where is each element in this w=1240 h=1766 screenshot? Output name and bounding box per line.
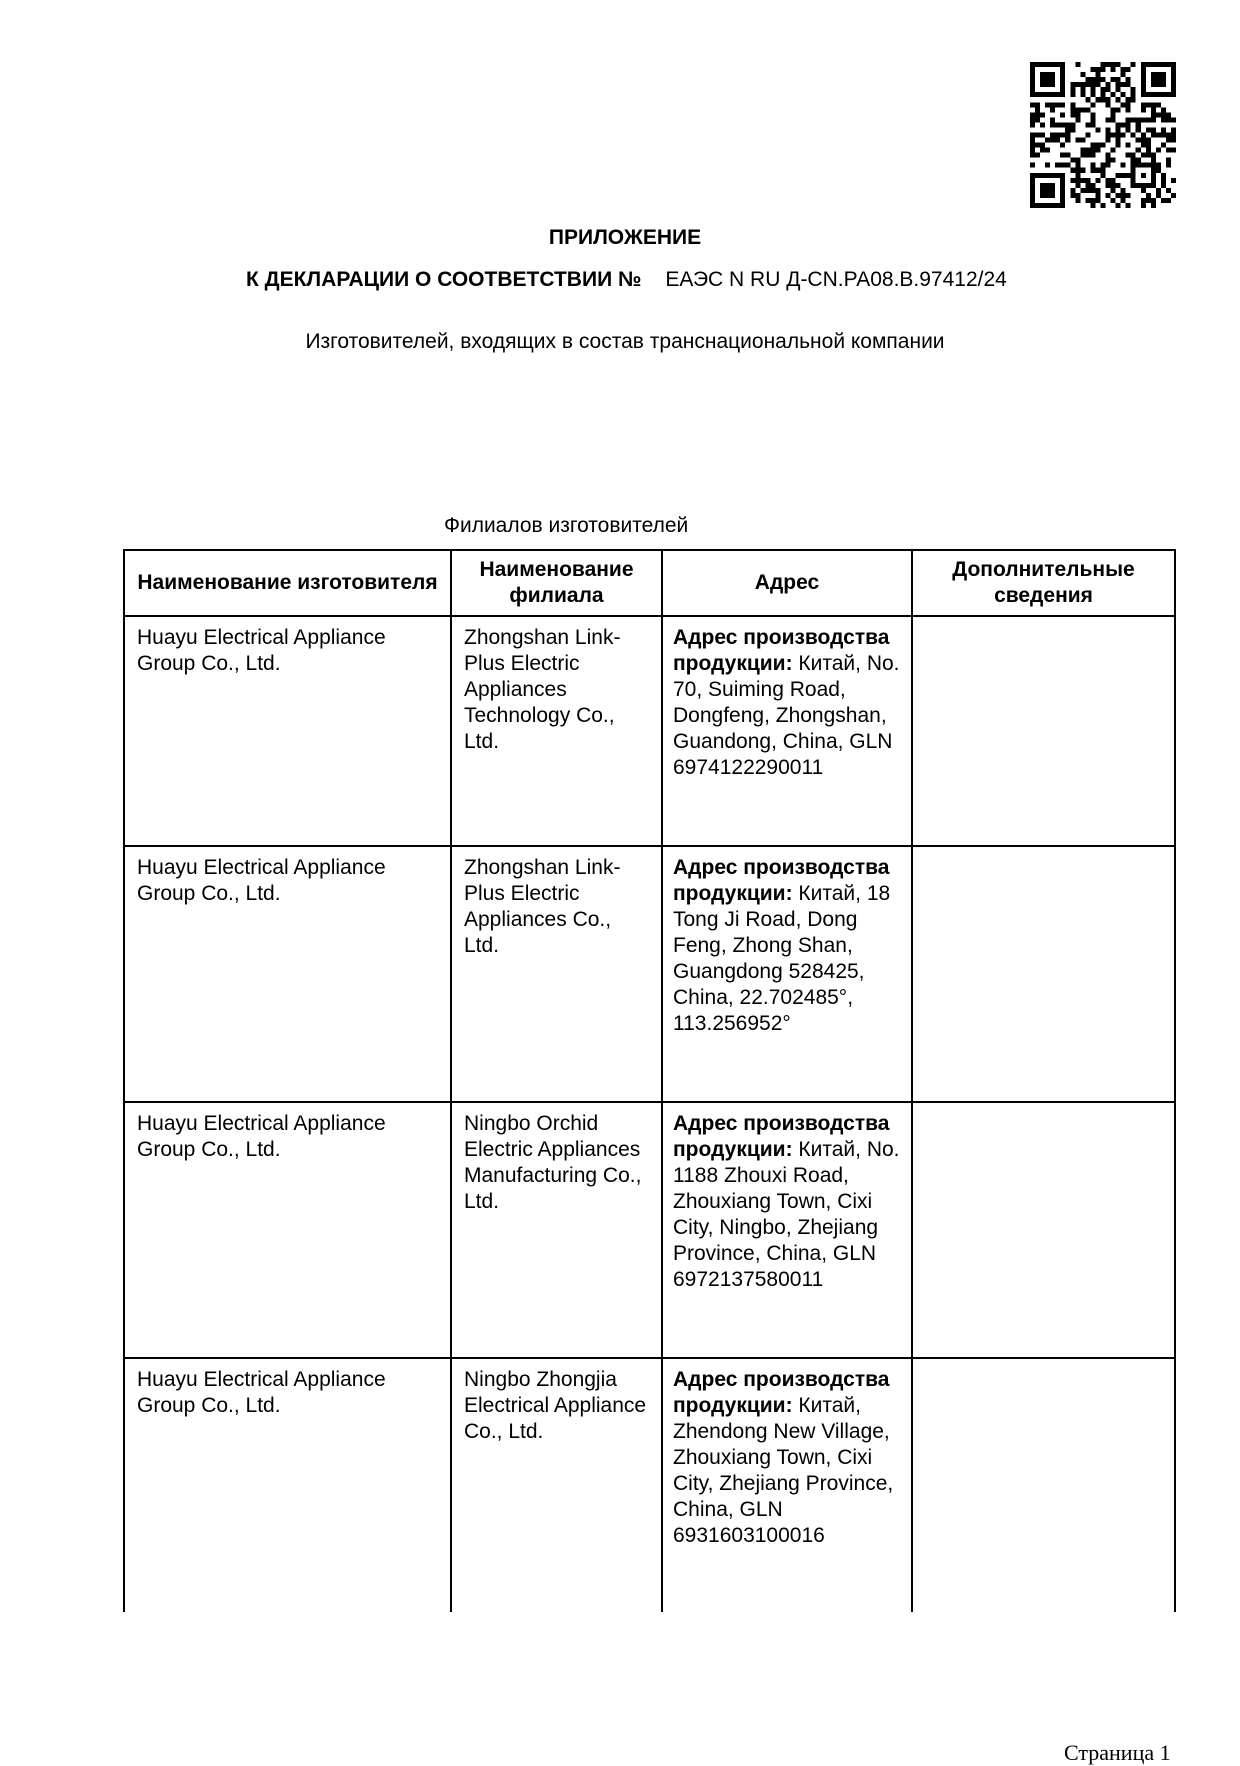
address-cell <box>662 846 912 1102</box>
column-header-address: Адрес <box>662 550 912 616</box>
address-label: Адрес производства продукции: <box>673 1368 890 1417</box>
declaration-number: ЕАЭС N RU Д-CN.РА08.В.97412/24 <box>665 268 1007 291</box>
table-header-row <box>124 550 1175 616</box>
branches-table <box>123 549 1176 1612</box>
address-text: Китай, No. 1188 Zhouxi Road, Zhouxiang Town, Cixi City, Ningbo, Zhejiang Province, China, GLN 6972137580011 <box>673 1138 900 1291</box>
table-row <box>124 1358 1175 1612</box>
extra-cell <box>912 1102 1175 1358</box>
address-cell <box>662 1102 912 1358</box>
branch-cell: Ningbo Zhongjia Electrical Appliance Co., Ltd. <box>451 1358 662 1612</box>
extra-cell <box>912 1358 1175 1612</box>
address-label: Адрес производства продукции: <box>673 1112 890 1161</box>
manufacturer-cell: Huayu Electrical Appliance Group Co., Ltd. <box>124 1102 451 1358</box>
column-header-extra: Дополнительные сведения <box>912 550 1175 616</box>
qr-code <box>1030 62 1176 208</box>
table-row <box>124 616 1175 846</box>
manufacturer-cell: Huayu Electrical Appliance Group Co., Ltd. <box>124 1358 451 1612</box>
table-row <box>124 846 1175 1102</box>
branch-cell: Zhongshan Link-Plus Electric Appliances Co., Ltd. <box>451 846 662 1102</box>
address-cell <box>662 616 912 846</box>
address-cell <box>662 1358 912 1612</box>
manufacturer-cell: Huayu Electrical Appliance Group Co., Ltd. <box>124 616 451 846</box>
manufacturer-cell: Huayu Electrical Appliance Group Co., Ltd. <box>124 846 451 1102</box>
address-text: Китай, Zhendong New Village, Zhouxiang Town, Cixi City, Zhejiang Province, China, GLN 6931603100016 <box>673 1394 894 1547</box>
page-number: Страница 1 <box>1064 1740 1171 1765</box>
appendix-subtitle: Изготовителей, входящих в состав транснациональной компании <box>305 330 945 353</box>
declaration-line <box>246 268 1007 292</box>
extra-cell <box>912 616 1175 846</box>
column-header-manufacturer: Наименование изготовителя <box>124 550 451 616</box>
address-label: Адрес производства продукции: <box>673 856 890 905</box>
extra-cell <box>912 846 1175 1102</box>
address-text: Китай, 18 Tong Ji Road, Dong Feng, Zhong Shan, Guangdong 528425, China, 22.702485°, 113.256952° <box>673 882 891 1035</box>
declaration-label: К ДЕКЛАРАЦИИ О СООТВЕТСТВИИ № <box>246 268 642 291</box>
branch-cell: Zhongshan Link-Plus Electric Appliances Technology Co., Ltd. <box>451 616 662 846</box>
address-text: Китай, No. 70, Suiming Road, Dongfeng, Zhongshan, Guandong, China, GLN 6974122290011 <box>673 652 900 779</box>
branch-cell: Ningbo Orchid Electric Appliances Manufacturing Co., Ltd. <box>451 1102 662 1358</box>
column-header-branch: Наименование филиала <box>451 550 662 616</box>
appendix-title: ПРИЛОЖЕНИЕ <box>548 226 702 249</box>
table-row <box>124 1102 1175 1358</box>
table-caption: Филиалов изготовителей <box>444 514 689 537</box>
address-label: Адрес производства продукции: <box>673 626 890 675</box>
